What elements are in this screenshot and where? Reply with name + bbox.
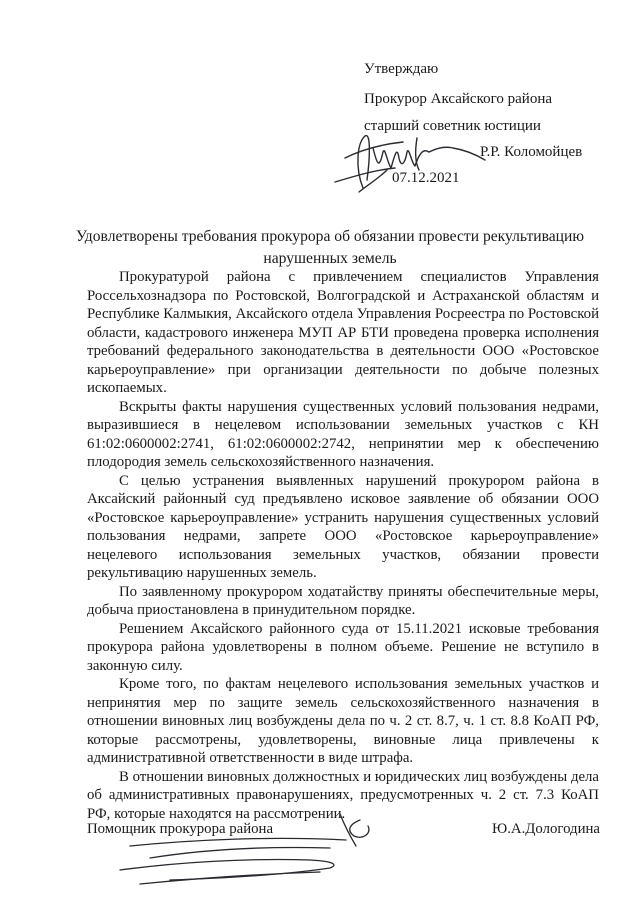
- assistant-position: Помощник прокурора района: [87, 821, 274, 837]
- approver-name: Р.Р. Коломойцев: [480, 144, 583, 160]
- approval-heading: Утверждаю: [364, 61, 439, 77]
- approver-rank: старший советник юстиции: [364, 118, 541, 134]
- assistant-name: Ю.А.Дологодина: [492, 821, 600, 837]
- approver-position: Прокурор Аксайского района: [364, 91, 553, 107]
- paragraph: Решением Аксайского районного суда от 15.11.2021 исковые требования прокурора района удовлетворены в полном объеме. Решение не вступило в законную силу.: [87, 620, 599, 674]
- paragraph: С целью устранения выявленных нарушений прокурором района в Аксайский районный суд предъявлено исковое заявление об обязании ООО «Ростовское карьероуправление» устранить нарушения существенных условий пользования недрами, запрете ООО «Ростовское карьероуправление» нецелевого использования земельных участков, обязании провести рекультивацию нарушенных земель.: [87, 472, 599, 581]
- paragraph: По заявленному прокурором ходатайству приняты обеспечительные меры, добыча приостановлена в принудительном порядке.: [87, 583, 599, 618]
- document-title: Удовлетворены требования прокурора об обязании провести рекультивацию нарушенных земель: [75, 228, 585, 267]
- paragraph: Прокуратурой района с привлечением специалистов Управления Россельхознадзора по Ростовской, Волгоградской и Астраханской областям и Республике Калмыкия, Аксайского отдела Управления Росреестра по Ростовской области, кадастрового инженера МУП АР БТИ проведена проверка исполнения требований федерального законодательства в деятельности ООО «Ростовское карьероуправление» при организации деятельности по добыче полезных ископаемых.: [87, 269, 599, 396]
- approval-date: 07.12.2021: [392, 170, 460, 186]
- prosecutor-signature: [325, 118, 500, 198]
- document-body: [87, 268, 599, 823]
- paragraph: В отношении виновных должностных и юридических лиц возбуждены дела об административных правонарушениях, предусмотренных ч. 2 ст. 7.3 КоАП РФ, которые находятся на рассмотрении.: [87, 768, 599, 822]
- paragraph: Вскрыты факты нарушения существенных условий пользования недрами, выразившиеся в нецелевом использовании земельных участков с КН 61:02:0600002:2741, 61:02:0600002:2742, непринятии мер к обеспечению плодородия земель сельскохозяйственного назначения.: [87, 398, 599, 470]
- assistant-signature: [110, 800, 400, 890]
- paragraph: Кроме того, по фактам нецелевого использования земельных участков и непринятия мер по защите земель сельскохозяйственного назначения в отношении виновных лиц возбуждены дела по ч. 2 ст. 8.7, ч. 1 ст. 8.8 КоАП РФ, которые рассмотрены, удовлетворены, виновные лица привлечены к административной ответственности в виде штрафа.: [87, 676, 599, 766]
